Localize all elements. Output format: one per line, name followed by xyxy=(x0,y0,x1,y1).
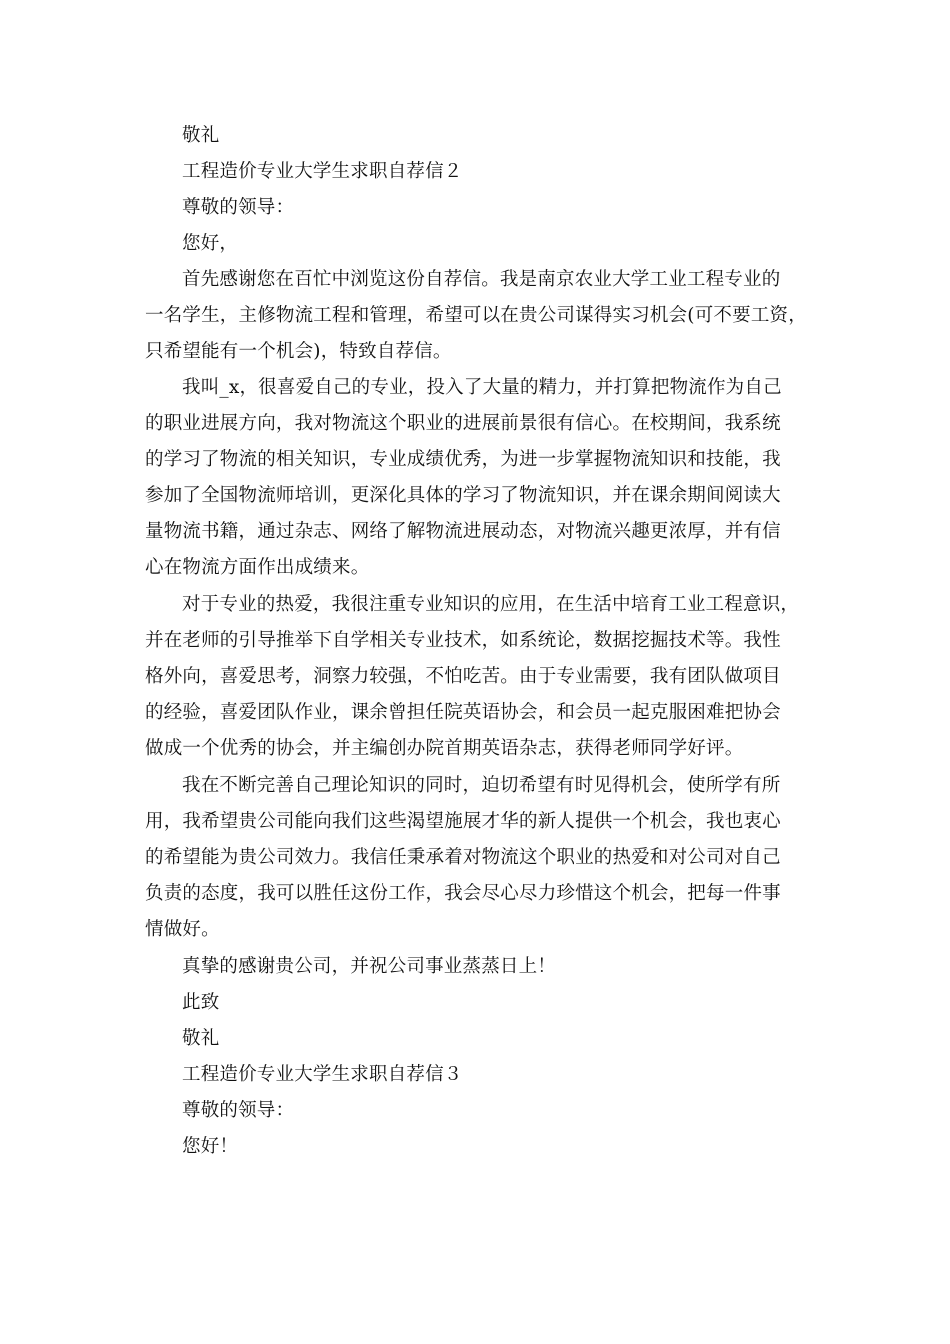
greeting-line: 您好！ xyxy=(182,1136,239,1157)
paragraph-line: 的学习了物流的相关知识，专业成绩优秀，为进一步掌握物流知识和技能，我 xyxy=(145,449,781,470)
paragraph-line: 只希望能有一个机会)，特致自荐信。 xyxy=(145,341,452,362)
paragraph-line: 并在老师的引导推举下自学相关专业技术，如系统论，数据挖掘技术等。我性 xyxy=(145,630,781,651)
closing-line: 此致 xyxy=(182,992,220,1013)
paragraph-line: 负责的态度，我可以胜任这份工作，我会尽心尽力珍惜这个机会，把每一件事 xyxy=(145,883,781,904)
paragraph-line: 我在不断完善自己理论知识的同时，迫切希望有时见得机会，使所学有所 xyxy=(182,775,781,796)
closing-salutation: 敬礼 xyxy=(182,125,220,146)
paragraph-line: 首先感谢您在百忙中浏览这份自荐信。我是南京农业大学工业工程专业的 xyxy=(182,269,781,290)
closing-salutation: 敬礼 xyxy=(182,1028,220,1049)
paragraph-line: 参加了全国物流师培训，更深化具体的学习了物流知识，并在课余期间阅读大 xyxy=(145,485,781,506)
paragraph-line: 做成一个优秀的协会，并主编创办院首期英语杂志，获得老师同学好评。 xyxy=(145,738,744,759)
paragraph-line: 一名学生，主修物流工程和管理，希望可以在贵公司谋得实习机会(可不要工资， xyxy=(145,305,807,326)
greeting: 尊敬的领导： xyxy=(182,197,295,218)
section-title: 工程造价专业大学生求职自荐信３ xyxy=(182,1064,463,1085)
greeting-line: 您好， xyxy=(182,233,239,254)
paragraph-line: 格外向，喜爱思考，洞察力较强，不怕吃苦。由于专业需要，我有团队做项目 xyxy=(145,666,781,687)
paragraph-line: 心在物流方面作出成绩来。 xyxy=(145,557,370,578)
paragraph-line: 用，我希望贵公司能向我们这些渴望施展才华的新人提供一个机会，我也衷心 xyxy=(145,811,781,832)
paragraph-line: 量物流书籍，通过杂志、网络了解物流进展动态，对物流兴趣更浓厚，并有信 xyxy=(145,521,781,542)
paragraph-line: 对于专业的热爱，我很注重专业知识的应用，在生活中培育工业工程意识， xyxy=(182,594,800,615)
greeting: 尊敬的领导： xyxy=(182,1100,295,1121)
paragraph-line: 的希望能为贵公司效力。我信任秉承着对物流这个职业的热爱和对公司对自己 xyxy=(145,847,781,868)
paragraph-line: 情做好。 xyxy=(145,919,220,940)
paragraph-line: 我叫_x，很喜爱自己的专业，投入了大量的精力，并打算把物流作为自己 xyxy=(182,377,782,398)
thanks-line: 真挚的感谢贵公司，并祝公司事业蒸蒸日上！ xyxy=(182,956,557,977)
section-title: 工程造价专业大学生求职自荐信２ xyxy=(182,161,463,182)
paragraph-line: 的经验，喜爱团队作业，课余曾担任院英语协会，和会员一起克服困难把协会 xyxy=(145,702,781,723)
paragraph-line: 的职业进展方向，我对物流这个职业的进展前景很有信心。在校期间，我系统 xyxy=(145,413,781,434)
